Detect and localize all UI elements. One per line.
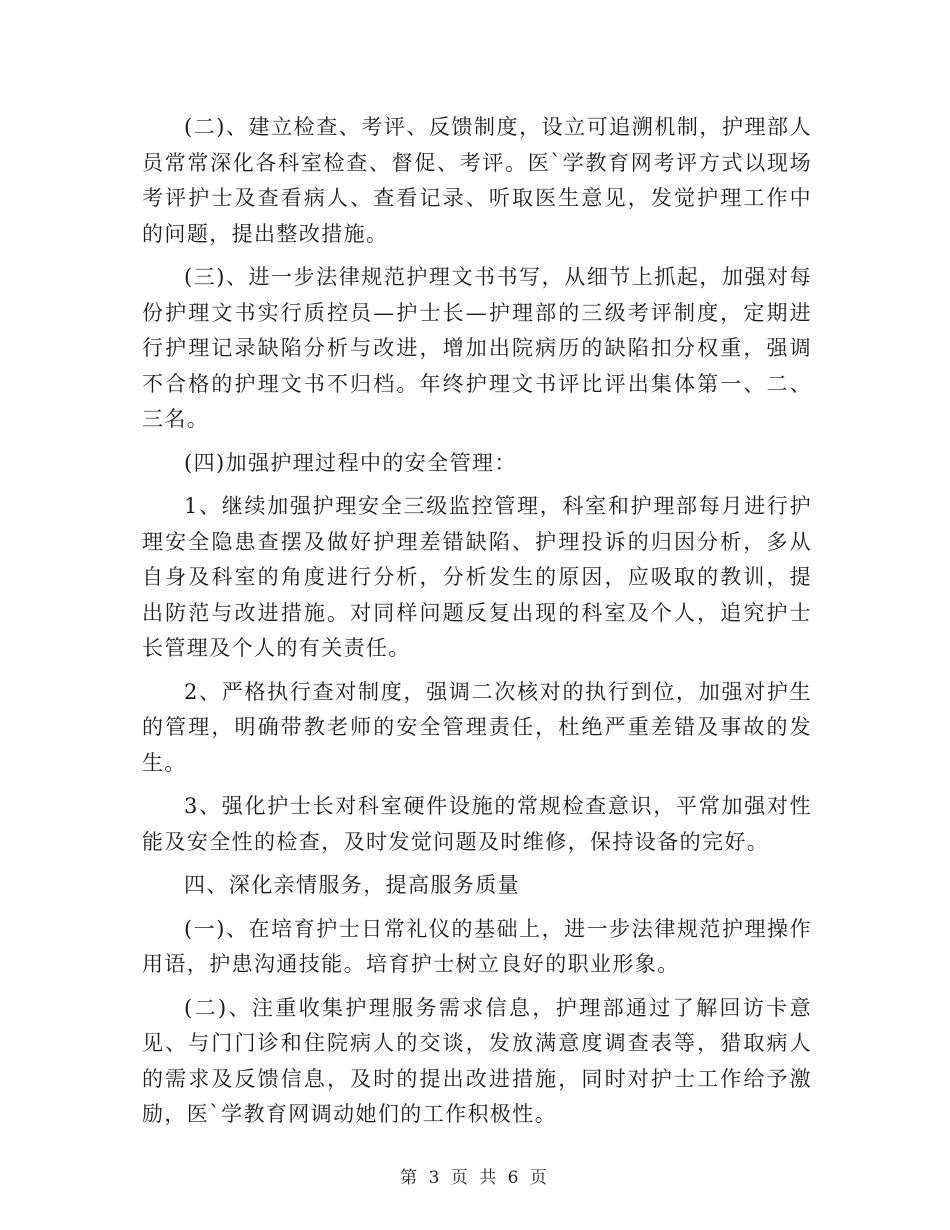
- paragraph-safety-heading: (四)加强护理过程中的安全管理：: [184, 450, 517, 475]
- section-heading-service-quality: 四、深化亲情服务，提高服务质量: [184, 873, 520, 897]
- paragraph-feedback-collection: (二)、注重收集护理服务需求信息，护理部通过了解回访卡意见、与门门诊和住院病人的交谈，发放满意度调查表等，猎取病人的需求及反馈信息，及时的提出改进措施，同时对护士工作给予激励，医`学教育网调动她们的工作积极性。: [142, 995, 812, 1126]
- paragraph-check-evaluation: (二)、建立检查、考评、反馈制度，设立可追溯机制，护理部人员常常深化各科室检查、督促、考评。医`学教育网考评方式以现场考评护士及查看病人、查看记录、听取医生意见，发觉护理工作中的问题，提出整改措施。: [142, 115, 812, 246]
- paragraph-nursing-documents: (三)、进一步法律规范护理文书书写，从细节上抓起，加强对每份护理文书实行质控员—护士长—护理部的三级考评制度，定期进行护理记录缺陷分析与改进，增加出院病历的缺陷扣分权重，强调不合格的护理文书不归档。年终护理文书评比评出集体第一、二、三名。: [142, 265, 812, 431]
- paragraph-verification-system: 2、严格执行查对制度，强调二次核对的执行到位，加强对护生的管理，明确带教老师的安全管理责任，杜绝严重差错及事故的发生。: [142, 679, 812, 775]
- paragraph-safety-monitoring: 1、继续加强护理安全三级监控管理，科室和护理部每月进行护理安全隐患查摆及做好护理差错缺陷、护理投诉的归因分析，多从自身及科室的角度进行分析，分析发生的原因，应吸取的教训，提出防范与改进措施。对同样问题反复出现的科室及个人，追究护士长管理及个人的有关责任。: [142, 494, 812, 660]
- page-number-footer: 第 3 页 共 6 页: [400, 1168, 550, 1188]
- paragraph-equipment-inspection: 3、强化护士长对科室硬件设施的常规检查意识，平常加强对性能及安全性的检查，及时发觉问题及时维修，保持设备的完好。: [142, 794, 812, 854]
- document-body: [142, 110, 812, 1141]
- paragraph-etiquette-training: (一)、在培育护士日常礼仪的基础上，进一步法律规范护理操作用语，护患沟通技能。培育护士树立良好的职业形象。: [142, 916, 812, 976]
